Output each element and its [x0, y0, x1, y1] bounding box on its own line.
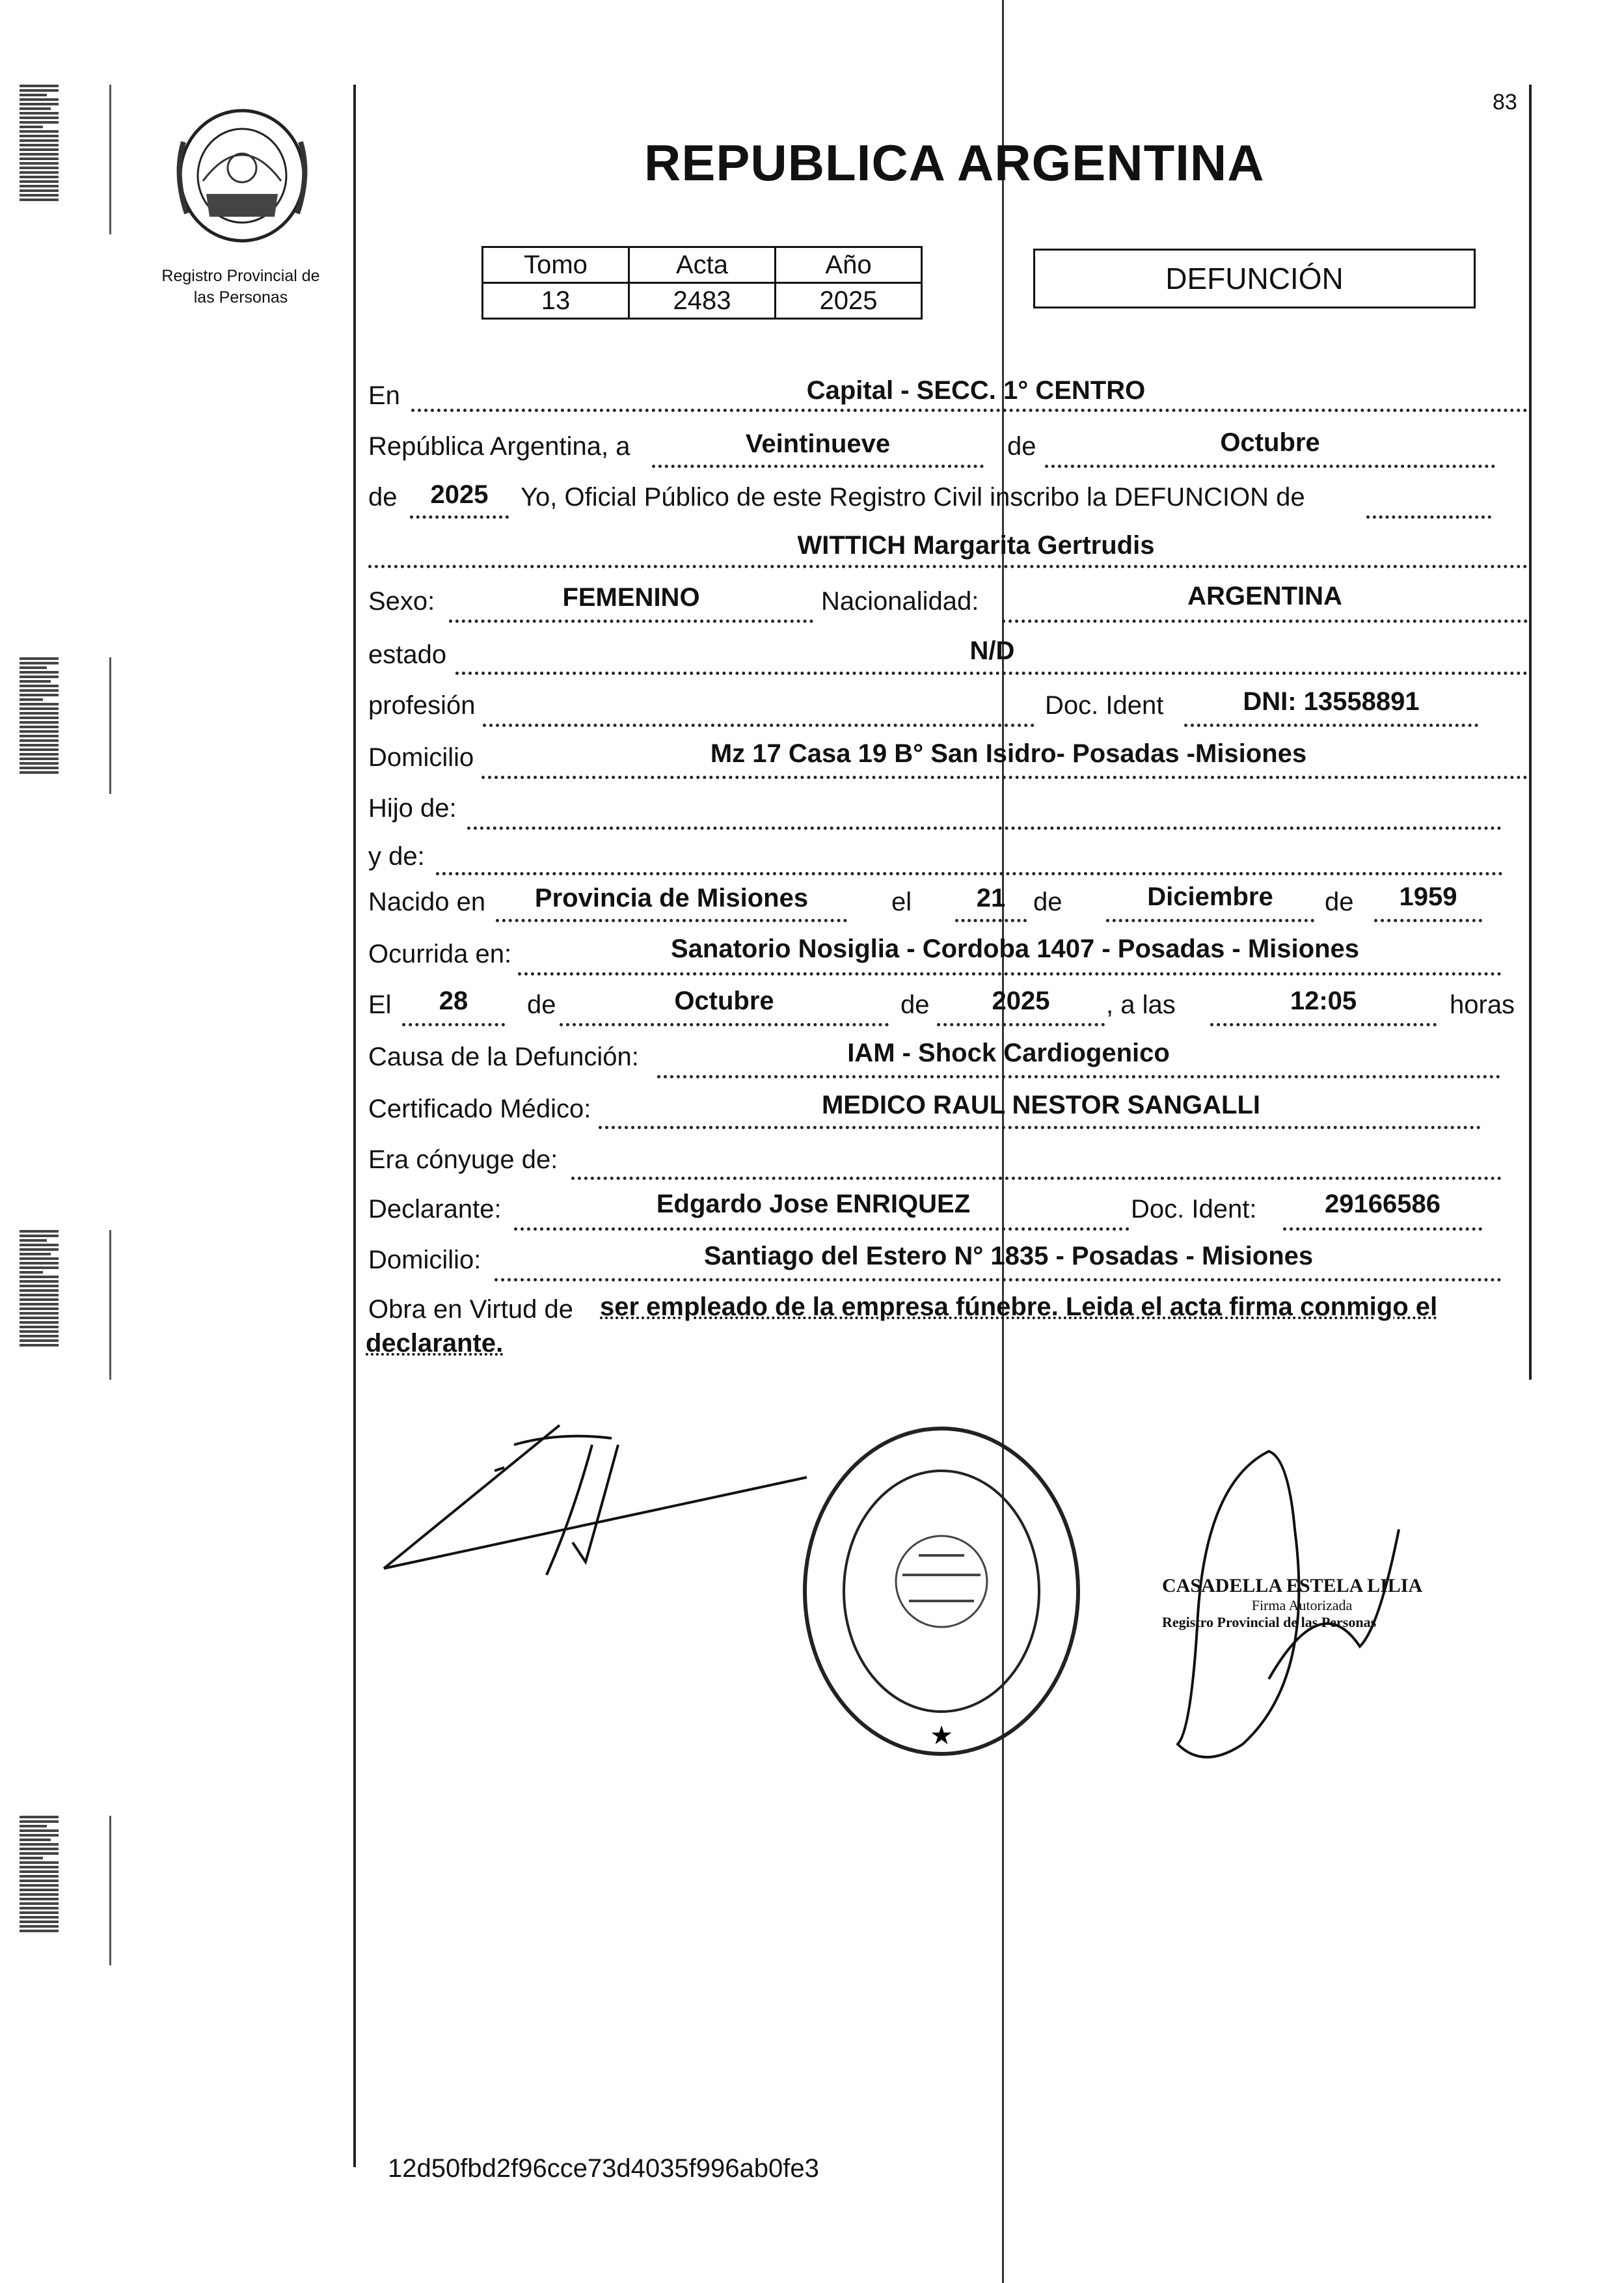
horas-label: horas [1450, 991, 1515, 1019]
doc-ident-value: DNI: 13558891 [1243, 687, 1420, 716]
dotted-line [1045, 465, 1495, 468]
de-label-6: de [900, 991, 930, 1019]
dotted-line [368, 565, 1528, 568]
dotted-line [657, 1075, 1500, 1078]
dotted-line [449, 620, 813, 623]
binding-mark [20, 657, 59, 776]
dotted-line [599, 1126, 1481, 1129]
province-seal [170, 103, 314, 253]
dotted-line [402, 1023, 505, 1026]
republica-label: República Argentina, a [368, 432, 630, 461]
dotted-line [514, 1227, 1130, 1231]
official-role: Firma Autorizada [1251, 1597, 1353, 1613]
domicilio-value-2: Santiago del Estero N° 1835 - Posadas - Misiones [703, 1242, 1314, 1270]
table-header-acta: Acta [629, 247, 776, 283]
nacionalidad-value: ARGENTINA [1187, 582, 1342, 610]
left-dash-line [109, 85, 111, 234]
certificado-value: MEDICO RAUL NESTOR SANGALLI [821, 1091, 1261, 1119]
dotted-line [1210, 1023, 1437, 1026]
death-month-value: Octubre [674, 987, 774, 1015]
day-words-value: Veintinueve [745, 430, 891, 458]
document-hash: 12d50fbd2f96cce73d4035f996ab0fe3 [388, 2154, 819, 2183]
table-value-acta: 2483 [629, 283, 776, 319]
official-stamp-text [1162, 1575, 1442, 1631]
table-header-ano: Año [776, 247, 922, 283]
dotted-line [1184, 724, 1478, 727]
dotted-line [411, 409, 1528, 412]
dotted-line [1374, 919, 1482, 922]
de-label-5: de [527, 991, 556, 1019]
left-dash-line-2 [109, 657, 111, 794]
birth-month-value: Diciembre [1147, 882, 1273, 911]
registry-line-2: las Personas [193, 288, 288, 307]
doc-ident-label: Doc. Ident [1045, 691, 1164, 720]
dotted-line [483, 724, 1035, 727]
dotted-line [1283, 1227, 1482, 1231]
right-margin-line [1529, 85, 1532, 1380]
svg-text:★: ★ [930, 1721, 953, 1751]
domicilio-value: Mz 17 Casa 19 B° San Isidro- Posadas -Misiones [710, 739, 1307, 768]
official-name: CASADELLA ESTELA LILIA [1162, 1575, 1423, 1596]
page-title: REPUBLICA ARGENTINA [644, 134, 1265, 191]
dotted-line [467, 827, 1502, 830]
registry-line-1: Registro Provincial de [161, 267, 320, 285]
left-margin-line [353, 85, 356, 2167]
de-label-4: de [1325, 888, 1354, 916]
certificado-label: Certificado Médico: [368, 1095, 591, 1123]
dotted-line [937, 1023, 1105, 1026]
estado-value: N/D [969, 636, 1015, 665]
left-dash-line-4 [109, 1816, 111, 1965]
dotted-line [955, 919, 1027, 922]
dotted-line [571, 1177, 1502, 1180]
dotted-line [560, 1023, 889, 1026]
binding-mark [20, 85, 59, 203]
table-header-tomo: Tomo [483, 247, 629, 283]
y-de-label: y de: [368, 842, 425, 871]
en-value: Capital - SECC. 1° CENTRO [806, 376, 1146, 405]
ocurrida-en-label: Ocurrida en: [368, 940, 512, 968]
estado-label: estado [368, 640, 447, 669]
dotted-line [494, 1278, 1502, 1281]
dotted-line [481, 776, 1528, 779]
obra-value-line-1: ser empleado de la empresa fúnebre. Leida el acta firma conmigo el [600, 1292, 1438, 1321]
record-type-box: DEFUNCIÓN [1033, 249, 1476, 308]
death-time-value: 12:05 [1290, 987, 1357, 1015]
dotted-line [436, 872, 1503, 875]
registry-stamp [795, 1419, 1088, 1764]
de-label-2: de [368, 483, 398, 512]
dotted-line [410, 515, 509, 519]
nacido-en-label: Nacido en [368, 888, 486, 916]
dotted-line [652, 465, 984, 468]
binding-mark [20, 1816, 59, 1934]
ocurrida-en-value: Sanatorio Nosiglia - Cordoba 1407 - Posadas - Misiones [670, 935, 1360, 963]
death-year-value: 2025 [992, 987, 1050, 1015]
domicilio-label-2: Domicilio: [368, 1246, 481, 1274]
declarant-signature [377, 1406, 833, 1588]
official-office: Registro Provincial de las Personas [1162, 1614, 1377, 1630]
scan-fold-line [1002, 0, 1004, 2283]
en-label: En [368, 381, 400, 410]
de-label-1: de [1007, 432, 1036, 461]
binding-mark [20, 1230, 59, 1348]
table-value-ano: 2025 [776, 283, 922, 319]
death-day-value: 28 [439, 987, 468, 1015]
obra-value-line-2: declarante. [366, 1329, 504, 1358]
nacido-en-value: Provincia de Misiones [534, 884, 809, 912]
causa-value: IAM - Shock Cardiogenico [847, 1039, 1170, 1067]
birth-year-value: 1959 [1399, 882, 1457, 911]
birth-day-value: 21 [976, 884, 1006, 912]
dotted-line [1366, 515, 1491, 519]
causa-label: Causa de la Defunción: [368, 1043, 639, 1071]
record-reference-table [481, 246, 923, 320]
nacionalidad-label: Nacionalidad: [821, 587, 979, 616]
dotted-line [455, 672, 1528, 675]
domicilio-label: Domicilio [368, 743, 474, 772]
el-label: el [891, 888, 912, 916]
year-value: 2025 [430, 480, 489, 509]
obra-label: Obra en Virtud de [368, 1295, 574, 1324]
el-label-2: El [368, 991, 392, 1019]
declarante-label: Declarante: [368, 1195, 502, 1224]
left-dash-line-3 [109, 1230, 111, 1380]
conyuge-label: Era cónyuge de: [368, 1145, 558, 1174]
month-value: Octubre [1220, 428, 1320, 457]
dotted-line [518, 972, 1502, 976]
profesion-label: profesión [368, 691, 476, 720]
hijo-de-label: Hijo de: [368, 794, 457, 823]
de-label-3: de [1033, 888, 1062, 916]
declarante-value: Edgardo Jose ENRIQUEZ [656, 1190, 971, 1218]
dotted-line [1106, 919, 1314, 922]
registry-label [143, 266, 338, 308]
sexo-value: FEMENINO [562, 583, 700, 612]
deceased-name: WITTICH Margarita Gertrudis [797, 531, 1155, 560]
dotted-line [496, 919, 847, 922]
official-statement: Yo, Oficial Público de este Registro Civil inscribo la DEFUNCION de [521, 483, 1305, 512]
sexo-label: Sexo: [368, 587, 435, 616]
doc-ident-label-2: Doc. Ident: [1131, 1195, 1257, 1224]
doc-ident-value-2: 29166586 [1325, 1190, 1441, 1218]
table-value-tomo: 13 [483, 283, 629, 319]
dotted-line [1002, 620, 1528, 623]
a-las-label: , a las [1106, 991, 1176, 1019]
page-number: 83 [1493, 90, 1517, 115]
